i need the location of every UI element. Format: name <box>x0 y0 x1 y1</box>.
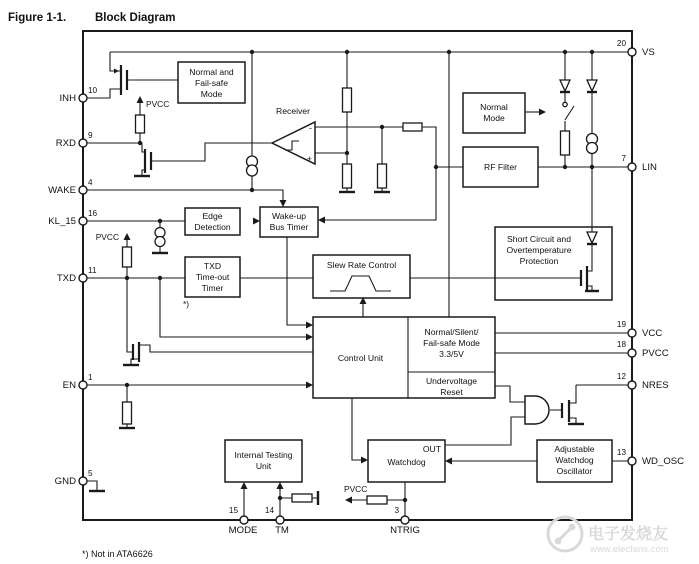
pin-tm <box>276 516 284 524</box>
kl15-current-source-icon <box>155 237 165 247</box>
receiver-series-resistor <box>403 123 422 131</box>
pin-tm-number: 14 <box>264 506 274 515</box>
figure-title: Block Diagram <box>95 12 176 24</box>
pin-kl15-label: KL_15 <box>48 216 76 227</box>
vs-diode-icon <box>587 80 597 91</box>
pin-txd <box>79 274 87 282</box>
pin-lin <box>628 163 636 171</box>
ntrig-pvcc-label: PVCC <box>344 484 368 494</box>
pin-wake <box>79 186 87 194</box>
block-wakeup-timer-line2: Bus Timer <box>269 222 309 232</box>
elecfans-logo-icon <box>555 538 562 545</box>
wake-current-source-icon <box>247 165 258 176</box>
receiver-label: Receiver <box>276 106 310 116</box>
txd-pvcc-label: PVCC <box>95 232 119 242</box>
watermark-url: www.elecfans.com <box>590 544 669 555</box>
block-control-unit-label: Control Unit <box>337 353 384 363</box>
en-pulldown-resistor <box>123 402 132 424</box>
mode-switch-icon <box>563 102 567 106</box>
block-txd-timer-line1: TXD <box>203 261 222 271</box>
pin-lin-label: LIN <box>642 162 657 173</box>
block-edge-detection-line1: Edge <box>202 211 223 221</box>
pin-inh-number: 10 <box>88 86 98 95</box>
receiver-resistor-plus <box>343 164 352 188</box>
lin-current-source-icon <box>587 143 598 154</box>
pin-wake-number: 4 <box>88 178 93 187</box>
block-mode-regulator-line1: Normal/Silent/ <box>424 327 479 337</box>
block-mode-regulator-line3: 3.3/5V <box>439 349 464 359</box>
block-short-circuit-line3: Protection <box>519 256 559 266</box>
pin-nres-label: NRES <box>642 380 669 391</box>
receiver-resistor-top <box>343 88 352 112</box>
pin-en-number: 1 <box>88 373 93 382</box>
tm-resistor <box>292 494 312 502</box>
pin-txd-label: TXD <box>56 273 76 284</box>
pin-inh <box>79 94 87 102</box>
pin-ntrig-number: 3 <box>394 506 399 515</box>
block-short-circuit-line1: Short Circuit and <box>506 234 572 244</box>
rxd-pullup-resistor <box>136 115 145 133</box>
pin-vs <box>628 48 636 56</box>
pin-wdosc-label: WD_OSC <box>642 456 685 467</box>
pin-nres-number: 12 <box>616 372 626 381</box>
pin-pvcc <box>628 349 636 357</box>
pin-nres <box>628 381 636 389</box>
pin-vs-number: 20 <box>616 39 626 48</box>
pin-rxd <box>79 139 87 147</box>
receiver-resistor-minus <box>378 164 387 188</box>
pin-vcc-number: 19 <box>616 320 626 329</box>
block-undervoltage-line2: Reset <box>440 387 463 397</box>
block-watchdog-label: Watchdog <box>387 457 426 467</box>
pin-kl15-number: 16 <box>88 209 98 218</box>
block-normal-failsafe-line3: Mode <box>200 89 223 99</box>
block-itu-line1: Internal Testing <box>234 450 293 460</box>
block-normal-failsafe-line2: Fail-safe <box>195 78 228 88</box>
block-layer <box>178 62 612 482</box>
pin-en <box>79 381 87 389</box>
ntrig-pullup-resistor <box>367 496 387 504</box>
receiver-minus-sign: - <box>309 123 312 133</box>
pin-tm-label: TM <box>275 525 289 536</box>
block-edge-detection-line2: Detection <box>194 222 231 232</box>
pin-pvcc-number: 18 <box>616 340 626 349</box>
block-awo-line3: Oscillator <box>556 466 593 476</box>
mode-switch-blade <box>565 106 574 120</box>
block-normal-failsafe-line1: Normal and <box>189 67 234 77</box>
pin-gnd-label: GND <box>54 476 76 487</box>
pin-vcc-label: VCC <box>642 328 663 339</box>
block-short-circuit-line2: Overtemperature <box>506 245 572 255</box>
pin-mode-number: 15 <box>228 506 238 515</box>
pin-gnd-number: 5 <box>88 469 93 478</box>
txd-pullup-resistor <box>123 247 132 267</box>
pin-ntrig-label: NTRIG <box>390 525 420 536</box>
pin-wdosc-number: 13 <box>616 448 626 457</box>
vs-diode-icon <box>560 80 570 91</box>
block-awo-line1: Adjustable <box>554 444 595 454</box>
pin-wdosc <box>628 457 636 465</box>
watermark <box>548 517 669 555</box>
block-rf-filter-label: RF Filter <box>484 162 517 172</box>
pin-lin-number: 7 <box>621 154 626 163</box>
watchdog-out-label: OUT <box>422 444 441 454</box>
block-mode-regulator-line2: Fail-safe Mode <box>423 338 480 348</box>
footnote: *) Not in ATA6626 <box>82 549 153 559</box>
block-txd-timer-line2: Time-out <box>195 272 230 282</box>
pin-kl15 <box>79 217 87 225</box>
block-undervoltage-line1: Undervoltage <box>425 376 478 386</box>
lin-slave-term-resistor <box>561 131 570 155</box>
block-txd-timer-line3: Timer <box>201 283 224 293</box>
block-itu-line2: Unit <box>255 461 272 471</box>
elecfans-logo-icon <box>569 524 576 531</box>
pin-pvcc-label: PVCC <box>642 348 669 359</box>
rxd-pvcc-label: PVCC <box>146 99 170 109</box>
watermark-text: 电子发烧友 <box>588 526 669 543</box>
figure-label: Figure 1-1. <box>8 12 67 24</box>
pin-mode-label: MODE <box>228 525 258 536</box>
txd-timer-asterisk: *) <box>183 299 190 309</box>
pin-inh-label: INH <box>59 93 76 104</box>
block-wakeup-timer-line1: Wake-up <box>271 211 307 221</box>
block-slew-rate-label: Slew Rate Control <box>326 260 397 270</box>
block-awo-line2: Watchdog <box>555 455 594 465</box>
and-gate-icon <box>525 396 549 424</box>
block-normal-mode-line2: Mode <box>483 113 505 123</box>
pin-vs-label: VS <box>642 47 655 58</box>
block-normal-mode-line1: Normal <box>480 102 508 112</box>
pin-rxd-number: 9 <box>88 131 93 140</box>
receiver-plus-sign: + <box>306 154 312 164</box>
pin-vcc <box>628 329 636 337</box>
pin-gnd <box>79 477 87 485</box>
pin-wake-label: WAKE <box>48 185 76 196</box>
pin-mode <box>240 516 248 524</box>
pin-rxd-label: RXD <box>55 138 76 149</box>
pin-txd-number: 11 <box>88 266 97 275</box>
pin-en-label: EN <box>62 380 76 391</box>
pin-ntrig <box>401 516 409 524</box>
